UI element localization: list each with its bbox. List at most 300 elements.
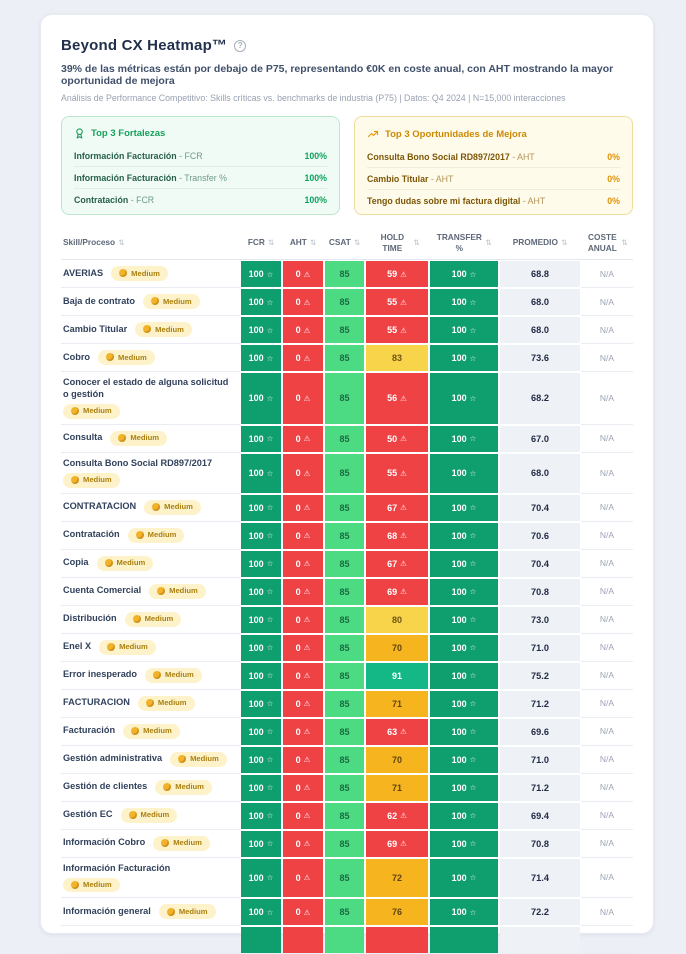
metric-cell: [240, 926, 282, 954]
warning-icon: ⚠: [303, 353, 311, 363]
star-icon: ☆: [266, 839, 274, 849]
skill-name: AVERIAS: [63, 267, 104, 278]
metric-cell: 100 ☆: [429, 830, 499, 858]
metric-cell: 85: [324, 690, 365, 718]
warning-icon: ⚠: [303, 755, 311, 765]
table-row: [61, 260, 633, 288]
strength-item: [74, 188, 327, 210]
star-icon: ☆: [469, 531, 477, 541]
coin-icon: [178, 755, 186, 763]
metric-cell: 100 ☆: [240, 453, 282, 494]
star-icon: ☆: [266, 873, 274, 883]
metric-cell: 85: [324, 550, 365, 578]
metric-cell: 100 ☆: [240, 898, 282, 926]
table-row: [61, 802, 633, 830]
page-title: Beyond CX Heatmap™: [61, 37, 228, 54]
item-metric: - AHT: [522, 195, 546, 206]
item-metric: - FCR: [179, 150, 203, 161]
skill-cell: [61, 662, 240, 690]
warning-icon: ⚠: [400, 503, 407, 513]
sort-icon: ⇅: [118, 237, 125, 247]
metric-cell: 85: [324, 898, 365, 926]
metric-cell: 72: [365, 858, 429, 899]
skill-cell: [61, 494, 240, 522]
badge-label: Medium: [169, 586, 198, 596]
metric-cell: 100 ☆: [240, 858, 282, 899]
star-icon: ☆: [469, 503, 477, 513]
sort-icon: ⇅: [413, 237, 420, 247]
table-row: [61, 372, 633, 425]
metric-cell: 85: [324, 634, 365, 662]
warning-icon: ⚠: [400, 587, 407, 597]
metric-cell: 100 ☆: [429, 425, 499, 453]
star-icon: ☆: [266, 727, 274, 737]
metric-cell: 0 ⚠: [282, 858, 324, 899]
coin-icon: [157, 587, 165, 595]
priority-badge: [125, 612, 182, 627]
star-icon: ☆: [266, 811, 274, 821]
star-icon: ☆: [469, 839, 477, 849]
metric-cell: 100 ☆: [429, 718, 499, 746]
metric-cell: 85: [324, 718, 365, 746]
table-row: [61, 288, 633, 316]
star-icon: ☆: [266, 434, 274, 444]
table-row: [61, 746, 633, 774]
strength-item: [74, 145, 327, 166]
star-icon: ☆: [266, 783, 274, 793]
badge-label: Medium: [157, 698, 187, 708]
metric-cell: 85: [324, 494, 365, 522]
metric-cell: 55 ⚠: [365, 453, 429, 494]
star-icon: ☆: [266, 325, 274, 335]
skill-cell: [61, 550, 240, 578]
coin-icon: [167, 908, 175, 916]
warning-icon: ⚠: [303, 643, 311, 653]
promedio-cell: 71.2: [499, 774, 581, 802]
table-row: [61, 898, 633, 926]
skill-cell: [61, 802, 240, 830]
metric-cell: 100 ☆: [240, 316, 282, 344]
priority-badge: [138, 696, 195, 711]
promedio-cell: 70.4: [499, 494, 581, 522]
metric-cell: 69 ⚠: [365, 830, 429, 858]
warning-icon: ⚠: [400, 434, 407, 444]
warning-icon: ⚠: [303, 503, 311, 513]
warning-icon: ⚠: [303, 839, 311, 849]
metric-cell: 62 ⚠: [365, 802, 429, 830]
skill-name: Gestión de clientes: [63, 781, 148, 792]
coin-icon: [71, 407, 79, 415]
warning-icon: ⚠: [303, 587, 311, 597]
star-icon: ☆: [469, 873, 477, 883]
badge-label: Medium: [147, 530, 177, 540]
metric-cell: 0 ⚠: [282, 260, 324, 288]
item-value: 0%: [607, 173, 620, 184]
star-icon: ☆: [469, 559, 477, 569]
metric-cell: 50 ⚠: [365, 425, 429, 453]
star-icon: ☆: [469, 297, 477, 307]
priority-badge: [98, 350, 155, 365]
metric-cell: 59 ⚠: [365, 260, 429, 288]
skill-cell: [61, 830, 240, 858]
warning-icon: ⚠: [400, 559, 407, 569]
priority-badge: [63, 473, 120, 488]
warning-icon: ⚠: [400, 468, 407, 478]
priority-badge: [145, 668, 202, 683]
star-icon: ☆: [469, 783, 477, 793]
skill-name: Gestión EC: [63, 809, 113, 820]
item-label: Información Facturación: [74, 172, 180, 183]
metric-cell: 0 ⚠: [282, 746, 324, 774]
metric-cell: 0 ⚠: [282, 344, 324, 372]
star-icon: ☆: [266, 269, 274, 279]
metric-cell: 0 ⚠: [282, 316, 324, 344]
star-icon: ☆: [469, 393, 477, 403]
coste-anual-cell: N/A: [581, 746, 633, 774]
metric-cell: 100 ☆: [240, 425, 282, 453]
star-icon: ☆: [469, 699, 477, 709]
star-icon: ☆: [469, 811, 477, 821]
coin-icon: [107, 643, 115, 651]
star-icon: ☆: [266, 615, 274, 625]
metric-cell: 100 ☆: [429, 522, 499, 550]
star-icon: ☆: [469, 587, 477, 597]
metric-cell: 85: [324, 606, 365, 634]
metric-cell: [282, 926, 324, 954]
coin-icon: [131, 727, 139, 735]
promedio-cell: 69.6: [499, 718, 581, 746]
priority-badge: [99, 640, 156, 655]
warning-icon: ⚠: [303, 873, 311, 883]
coste-anual-cell: N/A: [581, 830, 633, 858]
promedio-cell: 67.0: [499, 425, 581, 453]
warning-icon: ⚠: [400, 727, 407, 737]
sort-icon: ⇅: [353, 237, 361, 247]
badge-label: Medium: [165, 670, 194, 680]
priority-badge: [63, 404, 120, 419]
star-icon: ☆: [266, 468, 274, 478]
metric-cell: 91: [365, 662, 429, 690]
opportunities-box: [354, 116, 633, 215]
table-row: [61, 830, 633, 858]
promedio-cell: 73.0: [499, 606, 581, 634]
table-row: [61, 453, 633, 494]
warning-icon: ⚠: [303, 559, 311, 569]
metric-cell: 71: [365, 690, 429, 718]
warning-icon: ⚠: [303, 811, 311, 821]
table-row: [61, 690, 633, 718]
warning-icon: ⚠: [303, 325, 311, 335]
badge-label: Medium: [83, 406, 112, 416]
priority-badge: [153, 836, 210, 851]
priority-badge: [135, 322, 192, 337]
coste-anual-cell: N/A: [581, 344, 633, 372]
heatmap-card: [40, 14, 654, 934]
metric-cell: 85: [324, 260, 365, 288]
promedio-cell: 68.0: [499, 316, 581, 344]
coin-icon: [136, 531, 144, 539]
metric-cell: 100 ☆: [240, 662, 282, 690]
promedio-cell: 72.2: [499, 898, 581, 926]
metric-cell: 100 ☆: [429, 634, 499, 662]
metric-cell: 100 ☆: [240, 494, 282, 522]
coste-anual-cell: N/A: [581, 316, 633, 344]
metric-cell: 100 ☆: [429, 316, 499, 344]
warning-icon: ⚠: [303, 615, 311, 625]
column-header-csat[interactable]: CSAT ⇅: [328, 237, 361, 248]
star-icon: ☆: [266, 531, 274, 541]
coste-anual-cell: N/A: [581, 802, 633, 830]
metric-cell: 100 ☆: [240, 372, 282, 425]
skill-name: Conocer el estado de alguna solicitud o gestión: [63, 377, 229, 399]
column-header-transfer[interactable]: TRANSFER % ⇅: [436, 232, 492, 253]
priority-badge: [121, 808, 178, 823]
column-header-hold-time[interactable]: HOLD TIME ⇅: [380, 232, 420, 253]
trending-up-icon: [367, 128, 379, 140]
skill-cell: [61, 926, 240, 954]
table-body: [61, 260, 633, 954]
warning-icon: ⚠: [400, 269, 407, 279]
promedio-cell: 71.4: [499, 858, 581, 899]
skill-name: Información general: [63, 905, 151, 916]
warning-icon: ⚠: [400, 393, 407, 403]
promedio-cell: 70.6: [499, 522, 581, 550]
column-header-aht[interactable]: AHT ⇅: [289, 237, 317, 248]
table-row: [61, 662, 633, 690]
warning-icon: ⚠: [400, 839, 407, 849]
coste-anual-cell: N/A: [581, 774, 633, 802]
table-row: [61, 774, 633, 802]
coin-icon: [106, 353, 114, 361]
star-icon: ☆: [266, 393, 274, 403]
metric-cell: [324, 926, 365, 954]
warning-icon: ⚠: [303, 907, 311, 917]
skill-cell: [61, 316, 240, 344]
warning-icon: ⚠: [303, 671, 311, 681]
metric-cell: 76: [365, 898, 429, 926]
metric-cell: 85: [324, 425, 365, 453]
star-icon: ☆: [469, 615, 477, 625]
star-icon: ☆: [266, 699, 274, 709]
badge-label: Medium: [140, 810, 170, 820]
coste-anual-cell: N/A: [581, 288, 633, 316]
table-row: [61, 316, 633, 344]
table-row: [61, 522, 633, 550]
metric-cell: 100 ☆: [240, 606, 282, 634]
item-value: 100%: [304, 150, 327, 161]
skill-cell: [61, 260, 240, 288]
metric-cell: 100 ☆: [240, 746, 282, 774]
warning-icon: ⚠: [303, 699, 311, 709]
star-icon: ☆: [469, 353, 477, 363]
sort-icon: ⇅: [560, 237, 568, 247]
item-metric: - FCR: [130, 194, 155, 205]
table-row: [61, 425, 633, 453]
metric-cell: 63 ⚠: [365, 718, 429, 746]
coin-icon: [161, 839, 169, 847]
metric-cell: 100 ☆: [240, 522, 282, 550]
priority-badge: [110, 431, 167, 446]
coste-anual-cell: N/A: [581, 522, 633, 550]
promedio-cell: 70.8: [499, 830, 581, 858]
skill-name: Consulta Bono Social RD897/2017: [63, 457, 213, 468]
strengths-box: [61, 116, 340, 215]
item-label: Tengo dudas sobre mi factura digital: [367, 195, 523, 206]
star-icon: ☆: [266, 671, 274, 681]
opportunities-title-row: [367, 125, 620, 146]
column-header-skill[interactable]: Skill/Proceso ⇅: [63, 237, 125, 248]
metric-cell: 100 ☆: [429, 802, 499, 830]
badge-label: Medium: [116, 558, 146, 568]
metric-cell: 100 ☆: [240, 344, 282, 372]
metric-cell: 85: [324, 774, 365, 802]
item-metric: - Transfer %: [179, 172, 227, 183]
metric-cell: 100 ☆: [429, 344, 499, 372]
item-label: Información Facturación: [74, 150, 180, 161]
badge-label: Medium: [190, 754, 219, 764]
metric-cell: 71: [365, 774, 429, 802]
item-label: Contratación: [74, 194, 131, 205]
table-row: [61, 926, 633, 954]
priority-badge: [159, 904, 216, 919]
opportunity-item: [367, 189, 620, 211]
item-label: Cambio Titular: [367, 173, 431, 184]
coste-anual-cell: N/A: [581, 898, 633, 926]
metric-cell: 0 ⚠: [282, 718, 324, 746]
opportunity-item: [367, 146, 620, 167]
metric-cell: 85: [324, 746, 365, 774]
metric-cell: 100 ☆: [240, 690, 282, 718]
priority-badge: [123, 724, 180, 739]
star-icon: ☆: [266, 907, 274, 917]
strengths-title-row: [74, 125, 327, 145]
column-header-coste-anual[interactable]: COSTE ANUAL ⇅: [587, 232, 628, 253]
coin-icon: [119, 269, 127, 277]
skill-cell: [61, 288, 240, 316]
coste-anual-cell: N/A: [581, 662, 633, 690]
skill-name: FACTURACION: [63, 697, 130, 708]
skill-name: Cambio Titular: [63, 323, 128, 334]
promedio-cell: 71.0: [499, 746, 581, 774]
item-metric: - AHT: [430, 173, 454, 184]
badge-label: Medium: [143, 726, 172, 736]
metric-cell: 100 ☆: [429, 578, 499, 606]
priority-badge: [143, 294, 200, 309]
column-header-fcr[interactable]: FCR ⇅: [247, 237, 275, 248]
coste-anual-cell: N/A: [581, 606, 633, 634]
item-value: 100%: [304, 194, 327, 205]
priority-badge: [144, 500, 201, 515]
coste-anual-cell: N/A: [581, 718, 633, 746]
metric-cell: 100 ☆: [240, 550, 282, 578]
item-label: Consulta Bono Social RD897/2017: [367, 151, 513, 162]
warning-icon: ⚠: [303, 297, 311, 307]
badge-label: Medium: [175, 782, 204, 792]
badge-label: Medium: [144, 614, 174, 624]
badge-label: Medium: [83, 475, 112, 485]
coste-anual-cell: N/A: [581, 578, 633, 606]
promedio-cell: [499, 926, 581, 954]
star-icon: ☆: [469, 434, 477, 444]
skill-cell: [61, 634, 240, 662]
promedio-cell: 71.2: [499, 690, 581, 718]
metric-cell: 85: [324, 830, 365, 858]
skill-cell: [61, 453, 240, 494]
metric-cell: 100 ☆: [240, 718, 282, 746]
promedio-cell: 70.8: [499, 578, 581, 606]
coste-anual-cell: N/A: [581, 453, 633, 494]
promedio-cell: 73.6: [499, 344, 581, 372]
badge-label: Medium: [118, 352, 147, 362]
star-icon: ☆: [469, 269, 477, 279]
metric-cell: 100 ☆: [429, 606, 499, 634]
star-icon: ☆: [469, 755, 477, 765]
metric-cell: 80: [365, 606, 429, 634]
column-header-promedio[interactable]: PROMEDIO ⇅: [512, 237, 568, 248]
coste-anual-cell: N/A: [581, 858, 633, 899]
metric-cell: 100 ☆: [429, 453, 499, 494]
skill-name: Baja de contrato: [63, 295, 135, 306]
coste-anual-cell: N/A: [581, 260, 633, 288]
metric-cell: 85: [324, 344, 365, 372]
metric-cell: 100 ☆: [429, 774, 499, 802]
warning-icon: ⚠: [303, 434, 311, 444]
priority-badge: [128, 528, 185, 543]
metric-cell: 100 ☆: [429, 260, 499, 288]
warning-icon: ⚠: [303, 727, 311, 737]
badge-label: Medium: [119, 642, 148, 652]
coin-icon: [71, 881, 79, 889]
strength-item: [74, 166, 327, 188]
metric-cell: 85: [324, 578, 365, 606]
table-row: [61, 578, 633, 606]
skill-cell: [61, 522, 240, 550]
info-icon[interactable]: ?: [234, 40, 246, 52]
coste-anual-cell: N/A: [581, 550, 633, 578]
skill-cell: [61, 425, 240, 453]
metric-cell: 0 ⚠: [282, 578, 324, 606]
metric-cell: 0 ⚠: [282, 662, 324, 690]
metric-cell: 0 ⚠: [282, 606, 324, 634]
sort-icon: ⇅: [309, 237, 317, 247]
coste-anual-cell: N/A: [581, 425, 633, 453]
item-metric: - AHT: [512, 151, 535, 162]
metric-cell: 0 ⚠: [282, 774, 324, 802]
metric-cell: 85: [324, 372, 365, 425]
metric-cell: 100 ☆: [429, 550, 499, 578]
metric-cell: 68 ⚠: [365, 522, 429, 550]
metric-cell: 0 ⚠: [282, 634, 324, 662]
star-icon: ☆: [469, 325, 477, 335]
metric-cell: 0 ⚠: [282, 425, 324, 453]
summary-text: 39% de las métricas están por debajo de P75, representando €0K en coste anual, con AHT mostrando la mayor oportunidad de mejora: [61, 63, 614, 87]
badge-label: Medium: [164, 502, 193, 512]
metric-cell: 0 ⚠: [282, 802, 324, 830]
badge-label: Medium: [131, 268, 160, 278]
metric-cell: 0 ⚠: [282, 288, 324, 316]
star-icon: ☆: [266, 297, 274, 307]
metric-cell: 85: [324, 453, 365, 494]
coin-icon: [143, 325, 151, 333]
table-row: [61, 344, 633, 372]
skill-cell: [61, 718, 240, 746]
star-icon: ☆: [266, 353, 274, 363]
metric-cell: 70: [365, 746, 429, 774]
metric-cell: 0 ⚠: [282, 830, 324, 858]
skill-cell: [61, 578, 240, 606]
skill-cell: [61, 344, 240, 372]
coin-icon: [129, 811, 137, 819]
